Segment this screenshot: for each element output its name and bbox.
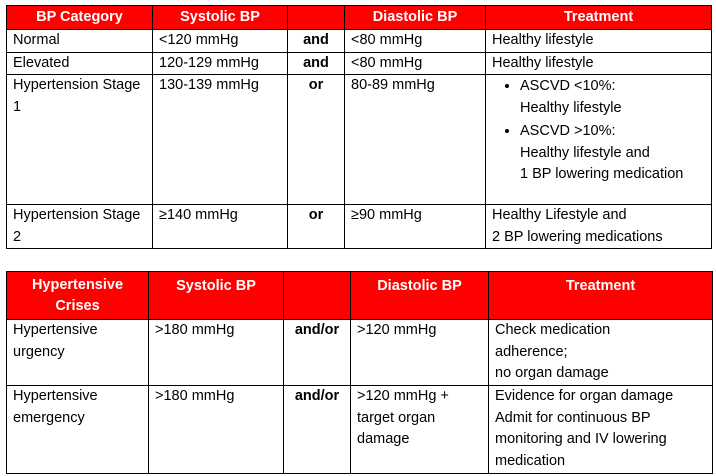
header-treatment: Treatment — [486, 6, 712, 30]
list-item: • ASCVD <10%: Healthy lifestyle — [520, 76, 705, 119]
category-cell: Hypertensive emergency — [7, 386, 149, 474]
header-systolic-bp: Systolic BP — [153, 6, 288, 30]
hypertensive-crises-table — [6, 271, 713, 474]
table-header-row — [7, 6, 712, 30]
treatment-list — [492, 76, 705, 186]
systolic-cell: <120 mmHg — [153, 30, 288, 53]
treatment-cell: Healthy lifestyle — [486, 30, 712, 53]
header-diastolic-bp: Diastolic BP — [345, 6, 486, 30]
systolic-cell: ≥140 mmHg — [153, 205, 288, 249]
header-hypertensive-crises: Hypertensive Crises — [7, 272, 149, 320]
table-header-row — [7, 272, 713, 320]
connector-cell: and/or — [284, 320, 351, 386]
diastolic-cell: <80 mmHg — [345, 52, 486, 75]
list-item: • ASCVD >10%: Healthy lifestyle and 1 BP lowering medication — [520, 121, 705, 186]
systolic-cell: 120-129 mmHg — [153, 52, 288, 75]
diastolic-cell: >120 mmHg + target organ damage — [351, 386, 489, 474]
connector-cell: and/or — [284, 386, 351, 474]
systolic-cell: 130-139 mmHg — [153, 75, 288, 205]
header-systolic-bp: Systolic BP — [149, 272, 284, 320]
systolic-cell: >180 mmHg — [149, 386, 284, 474]
treatment-cell: Healthy Lifestyle and 2 BP lowering medications — [486, 205, 712, 249]
systolic-cell: >180 mmHg — [149, 320, 284, 386]
header-diastolic-bp: Diastolic BP — [351, 272, 489, 320]
table-row — [7, 205, 712, 249]
header-connector — [284, 272, 351, 320]
table-row — [7, 30, 712, 53]
category-cell: Elevated — [7, 52, 153, 75]
treatment-cell: Check medication adherence; no organ damage — [489, 320, 713, 386]
header-connector — [288, 6, 345, 30]
header-bp-category: BP Category — [7, 6, 153, 30]
table-row — [7, 320, 713, 386]
bp-category-table — [6, 5, 712, 249]
category-cell: Normal — [7, 30, 153, 53]
diastolic-cell: >120 mmHg — [351, 320, 489, 386]
table-row — [7, 52, 712, 75]
category-cell: Hypertension Stage 1 — [7, 75, 153, 205]
table-row — [7, 75, 712, 205]
category-cell: Hypertensive urgency — [7, 320, 149, 386]
treatment-cell — [486, 75, 712, 205]
diastolic-cell: <80 mmHg — [345, 30, 486, 53]
treatment-cell: Healthy lifestyle — [486, 52, 712, 75]
diastolic-cell: 80-89 mmHg — [345, 75, 486, 205]
connector-cell: or — [288, 205, 345, 249]
table-row — [7, 386, 713, 474]
header-treatment: Treatment — [489, 272, 713, 320]
category-cell: Hypertension Stage 2 — [7, 205, 153, 249]
connector-cell: or — [288, 75, 345, 205]
diastolic-cell: ≥90 mmHg — [345, 205, 486, 249]
connector-cell: and — [288, 52, 345, 75]
connector-cell: and — [288, 30, 345, 53]
treatment-cell: Evidence for organ damage Admit for continuous BP monitoring and IV lowering medication — [489, 386, 713, 474]
